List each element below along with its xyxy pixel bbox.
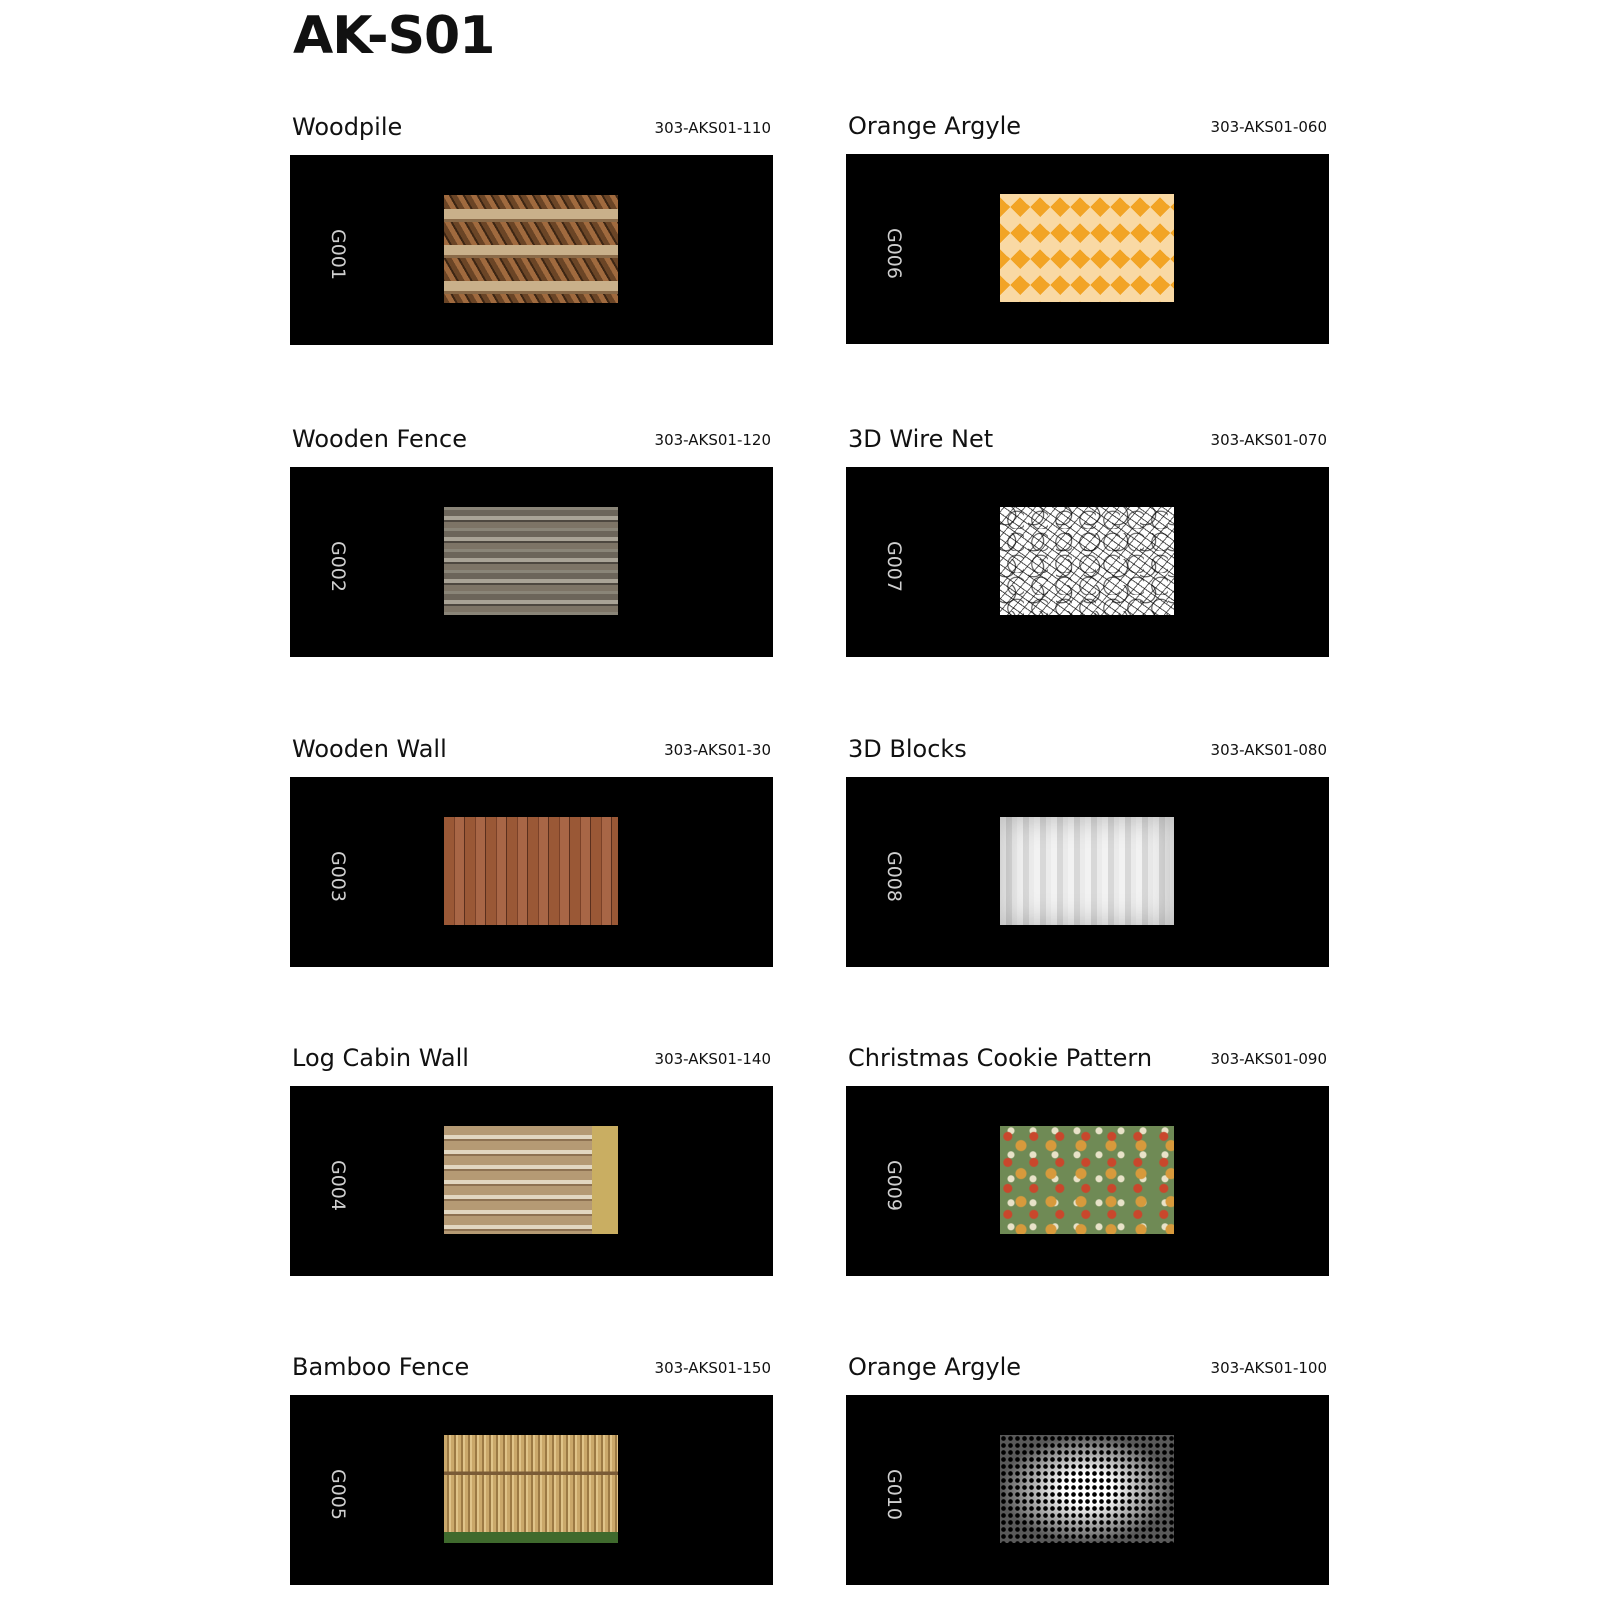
halftone-swatch <box>1000 1435 1174 1543</box>
g-code-label: G005 <box>327 1469 349 1520</box>
g-code-label: G006 <box>883 228 905 279</box>
g-code-label: G001 <box>327 229 349 280</box>
card-panel <box>846 154 1329 344</box>
card-code: 303-AKS01-110 <box>654 119 771 137</box>
card-name: Wooden Wall <box>292 735 447 763</box>
orange-argyle-swatch <box>1000 194 1174 302</box>
card-panel <box>846 467 1329 657</box>
g-code-label: G004 <box>327 1160 349 1211</box>
g-code-label: G007 <box>883 541 905 592</box>
card-panel <box>290 1086 773 1276</box>
pattern-card-christmas-cookie[interactable] <box>846 1036 1329 1276</box>
card-name: Orange Argyle <box>848 112 1022 140</box>
card-name: Bamboo Fence <box>292 1353 470 1381</box>
g-code-label: G002 <box>327 541 349 592</box>
pattern-card-wooden-wall[interactable] <box>290 727 773 967</box>
card-panel <box>846 1086 1329 1276</box>
card-panel <box>290 777 773 967</box>
card-code: 303-AKS01-080 <box>1210 741 1327 759</box>
card-code: 303-AKS01-120 <box>654 431 771 449</box>
pattern-card-orange-argyle[interactable] <box>846 104 1329 344</box>
card-panel <box>846 1395 1329 1585</box>
g-code-label: G010 <box>883 1469 905 1520</box>
3d-blocks-swatch <box>1000 817 1174 925</box>
card-name: 3D Wire Net <box>848 425 994 453</box>
card-panel <box>290 155 773 345</box>
bamboo-fence-swatch <box>444 1435 618 1543</box>
card-panel <box>290 467 773 657</box>
log-cabin-wall-swatch <box>444 1126 618 1234</box>
wooden-wall-swatch <box>444 817 618 925</box>
christmas-cookie-swatch <box>1000 1126 1174 1234</box>
card-code: 303-AKS01-100 <box>1210 1359 1327 1377</box>
card-code: 303-AKS01-140 <box>654 1050 771 1068</box>
wire-net-swatch <box>1000 507 1174 615</box>
card-code: 303-AKS01-150 <box>654 1359 771 1377</box>
wooden-fence-swatch <box>444 507 618 615</box>
card-code: 303-AKS01-060 <box>1210 118 1327 136</box>
card-code: 303-AKS01-070 <box>1210 431 1327 449</box>
pattern-card-log-cabin-wall[interactable] <box>290 1036 773 1276</box>
card-name: Christmas Cookie Pattern <box>848 1044 1153 1072</box>
card-name: Log Cabin Wall <box>292 1044 469 1072</box>
card-name: Woodpile <box>292 113 403 141</box>
card-name: Wooden Fence <box>292 425 467 453</box>
g-code-label: G009 <box>883 1160 905 1211</box>
card-panel <box>846 777 1329 967</box>
card-code: 303-AKS01-090 <box>1210 1050 1327 1068</box>
card-panel <box>290 1395 773 1585</box>
pattern-card-bamboo-fence[interactable] <box>290 1345 773 1585</box>
card-name: Orange Argyle <box>848 1353 1022 1381</box>
page-title: AK-S01 <box>293 6 495 66</box>
pattern-card-woodpile[interactable] <box>290 105 773 345</box>
card-name: 3D Blocks <box>848 735 967 763</box>
pattern-card-wooden-fence[interactable] <box>290 417 773 657</box>
pattern-card-3d-wire-net[interactable] <box>846 417 1329 657</box>
card-code: 303-AKS01-30 <box>664 741 771 759</box>
g-code-label: G003 <box>327 851 349 902</box>
pattern-card-3d-blocks[interactable] <box>846 727 1329 967</box>
pattern-card-orange-argyle-halftone[interactable] <box>846 1345 1329 1585</box>
woodpile-swatch <box>444 195 618 303</box>
g-code-label: G008 <box>883 851 905 902</box>
